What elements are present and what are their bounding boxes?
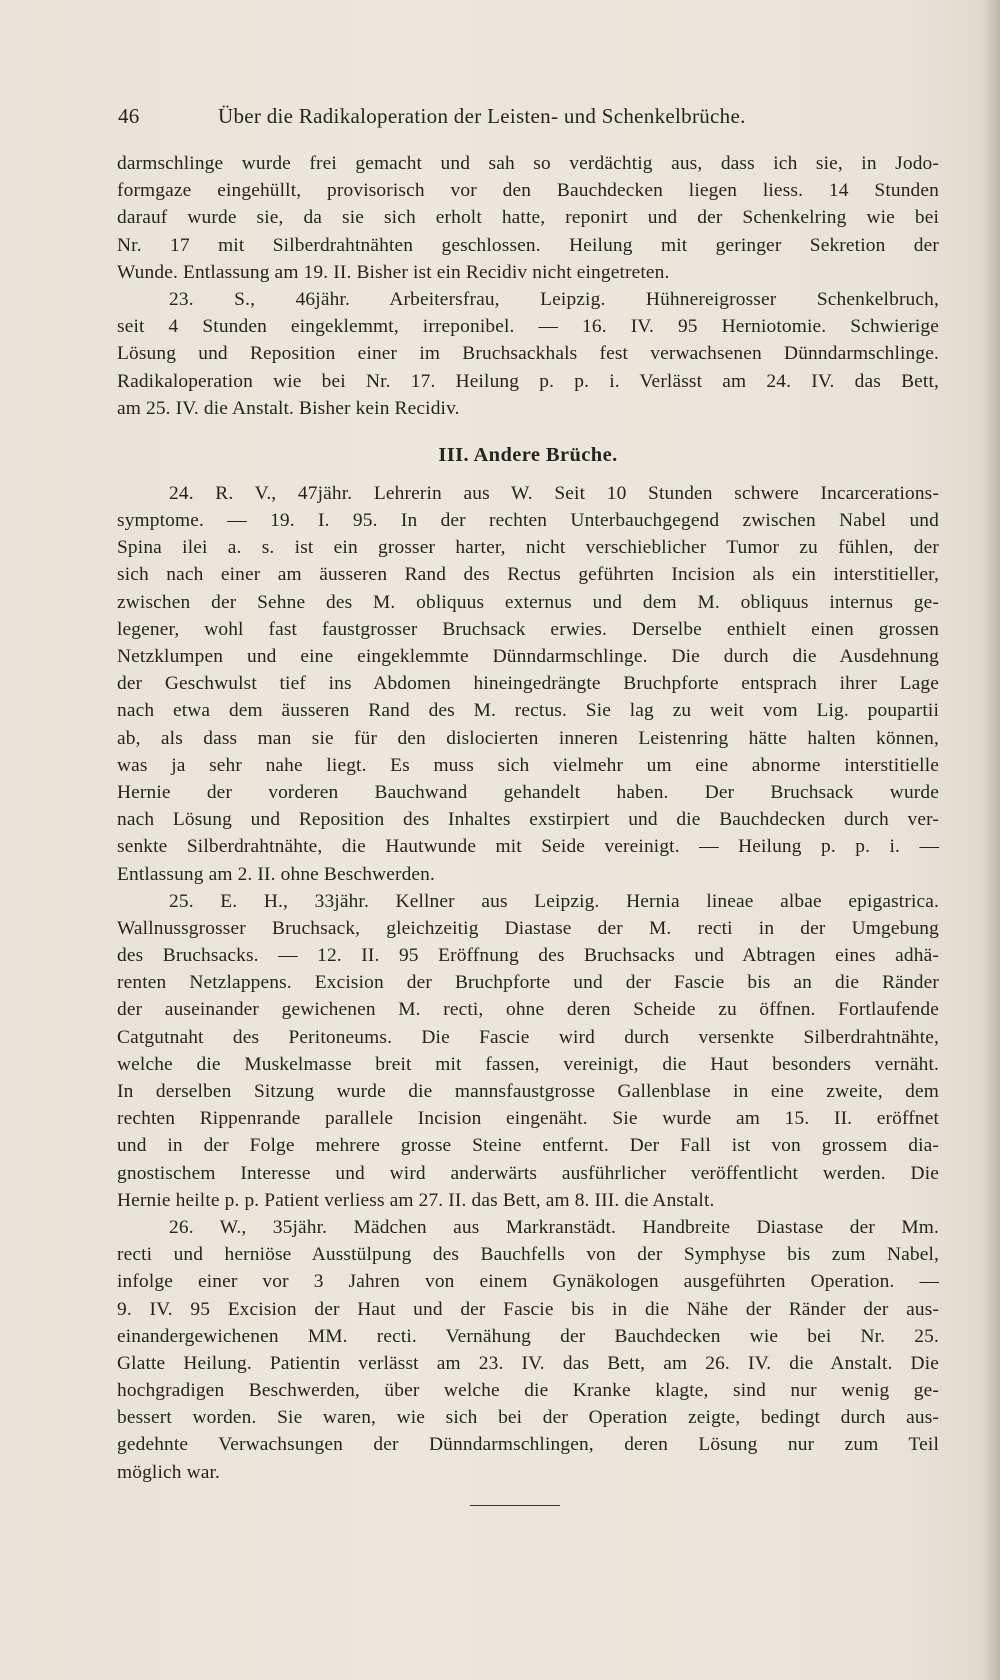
text-line: sich nach einer am äusseren Rand des Rectus geführten Incision als ein interstitieller, xyxy=(117,564,939,586)
text-line: nach etwa dem äusseren Rand des M. rectus. Sie lag zu weit vom Lig. poupartii xyxy=(117,700,939,722)
text-line: Glatte Heilung. Patientin verlässt am 23. IV. das Bett, am 26. IV. die Anstalt. Die xyxy=(117,1352,939,1374)
text-line: Nr. 17 mit Silberdrahtnähten geschlossen. Heilung mit geringer Sekretion der xyxy=(117,234,939,256)
text-line: Spina ilei a. s. ist ein grosser harter, nicht verschieblicher Tumor zu fühlen, der xyxy=(117,537,939,559)
text-line: Radikaloperation wie bei Nr. 17. Heilung p. p. i. Verlässt am 24. IV. das Bett, xyxy=(117,370,939,392)
text-line: legener, wohl fast faustgrosser Bruchsack erwies. Derselbe enthielt einen grossen xyxy=(117,618,939,640)
text-line: nach Lösung und Reposition des Inhaltes exstirpiert und die Bauchdecken durch ver- xyxy=(117,809,939,831)
running-header xyxy=(118,104,938,129)
case-25-start: 25. E. H., 33jähr. Kellner aus Leipzig. Hernia lineae albae epigastrica. xyxy=(169,890,939,912)
text-line: senkte Silberdrahtnähte, die Hautwunde mit Seide vereinigt. — Heilung p. p. i. — xyxy=(117,836,939,858)
text-line: gedehnte Verwachsungen der Dünndarmschlingen, deren Lösung nur zum Teil xyxy=(117,1434,939,1456)
text-line: und in der Folge mehrere grosse Steine entfernt. Der Fall ist von grossem dia- xyxy=(117,1135,939,1157)
closing-rule xyxy=(470,1505,560,1506)
case-24-start: 24. R. V., 47jähr. Lehrerin aus W. Seit 10 Stunden schwere Incarcerations- xyxy=(169,482,939,504)
text-line: darmschlinge wurde frei gemacht und sah so verdächtig aus, dass ich sie, in Jodo- xyxy=(117,153,939,174)
running-title: Über die Radikaloperation der Leisten- und Schenkelbrüche. xyxy=(218,104,746,128)
text-line: am 25. IV. die Anstalt. Bisher kein Recidiv. xyxy=(117,397,460,419)
text-line: der Geschwulst tief ins Abdomen hineingedrängte Bruchpforte entsprach ihrer Lage xyxy=(117,673,939,695)
text-line: Entlassung am 2. II. ohne Beschwerden. xyxy=(117,863,436,885)
section-heading: III. Andere Brüche. xyxy=(438,443,618,466)
text-line: Catgutnaht des Peritoneums. Die Fascie wird durch versenkte Silberdrahtnähte, xyxy=(117,1026,939,1048)
text-line: Hernie der vorderen Bauchwand gehandelt haben. Der Bruchsack wurde xyxy=(117,781,939,803)
text-line: Netzklumpen und eine eingeklemmte Dünndarmschlinge. Die durch die Ausdehnung xyxy=(117,646,939,667)
page-edge-shadow xyxy=(982,0,1000,1680)
page-number: 46 xyxy=(118,104,140,128)
text-line: formgaze eingehüllt, provisorisch vor den Bauchdecken liegen liess. 14 Stunden xyxy=(117,180,939,202)
text-line: Wunde. Entlassung am 19. II. Bisher ist ein Recidiv nicht eingetreten. xyxy=(117,261,670,283)
text-line: darauf wurde sie, da sie sich erholt hatte, reponirt und der Schenkelring wie bei xyxy=(117,207,939,229)
text-line: der auseinander gewichenen M. recti, ohne deren Scheide zu öffnen. Fortlaufende xyxy=(117,999,939,1021)
text-line: Lösung und Reposition einer im Bruchsackhals fest verwachsenen Dünndarmschlinge. xyxy=(117,343,939,365)
text-line: des Bruchsacks. — 12. II. 95 Eröffnung des Bruchsacks und Abtragen eines adhä- xyxy=(117,945,939,967)
text-line: Hernie heilte p. p. Patient verliess am 27. II. das Bett, am 8. III. die Anstalt. xyxy=(117,1189,715,1211)
text-line: renten Netzlappens. Excision der Bruchpforte und der Fascie bis an die Ränder xyxy=(117,972,939,994)
text-line: einandergewichenen MM. recti. Vernähung der Bauchdecken wie bei Nr. 25. xyxy=(117,1325,939,1347)
text-line: rechten Rippenrande parallele Incision eingenäht. Sie wurde am 15. II. eröffnet xyxy=(117,1108,939,1130)
case-26-start: 26. W., 35jähr. Mädchen aus Markranstädt. Handbreite Diastase der Mm. xyxy=(169,1216,939,1238)
text-line: welche die Muskelmasse breit mit fassen, vereinigt, die Haut besonders vernäht. xyxy=(117,1053,939,1075)
text-line: symptome. — 19. I. 95. In der rechten Unterbauchgegend zwischen Nabel und xyxy=(117,510,939,532)
text-line: was ja sehr nahe liegt. Es muss sich vielmehr um eine abnorme interstitielle xyxy=(117,754,939,776)
text-line: zwischen der Sehne des M. obliquus externus und dem M. obliquus internus ge- xyxy=(117,591,939,613)
text-line: 9. IV. 95 Excision der Haut und der Fascie bis in die Nähe der Ränder der aus- xyxy=(117,1298,939,1320)
page-body xyxy=(117,150,939,1486)
case-23-start: 23. S., 46jähr. Arbeitersfrau, Leipzig. Hühnereigrosser Schenkelbruch, xyxy=(169,288,939,310)
text-line: Wallnussgrosser Bruchsack, gleichzeitig Diastase der M. recti in der Umgebung xyxy=(117,917,939,939)
text-line: gnostischem Interesse und wird anderwärts ausführlicher veröffentlicht werden. Die xyxy=(117,1162,939,1184)
text-line: recti und herniöse Ausstülpung des Bauchfells von der Symphyse bis zum Nabel, xyxy=(117,1244,939,1266)
text-line: seit 4 Stunden eingeklemmt, irreponibel. — 16. IV. 95 Herniotomie. Schwierige xyxy=(117,316,939,338)
text-line: hochgradigen Beschwerden, über welche die Kranke klagte, sind nur wenig ge- xyxy=(117,1380,939,1402)
text-line: In derselben Sitzung wurde die mannsfaustgrosse Gallenblase in eine zweite, dem xyxy=(117,1081,939,1102)
text-line: ab, als dass man sie für den dislocierten inneren Leistenring hätte halten können, xyxy=(117,727,939,749)
text-line: infolge einer vor 3 Jahren von einem Gynäkologen ausgeführten Operation. — xyxy=(117,1271,939,1293)
text-line: möglich war. xyxy=(117,1461,221,1483)
text-line: bessert worden. Sie waren, wie sich bei der Operation zeigte, bedingt durch aus- xyxy=(117,1407,939,1429)
